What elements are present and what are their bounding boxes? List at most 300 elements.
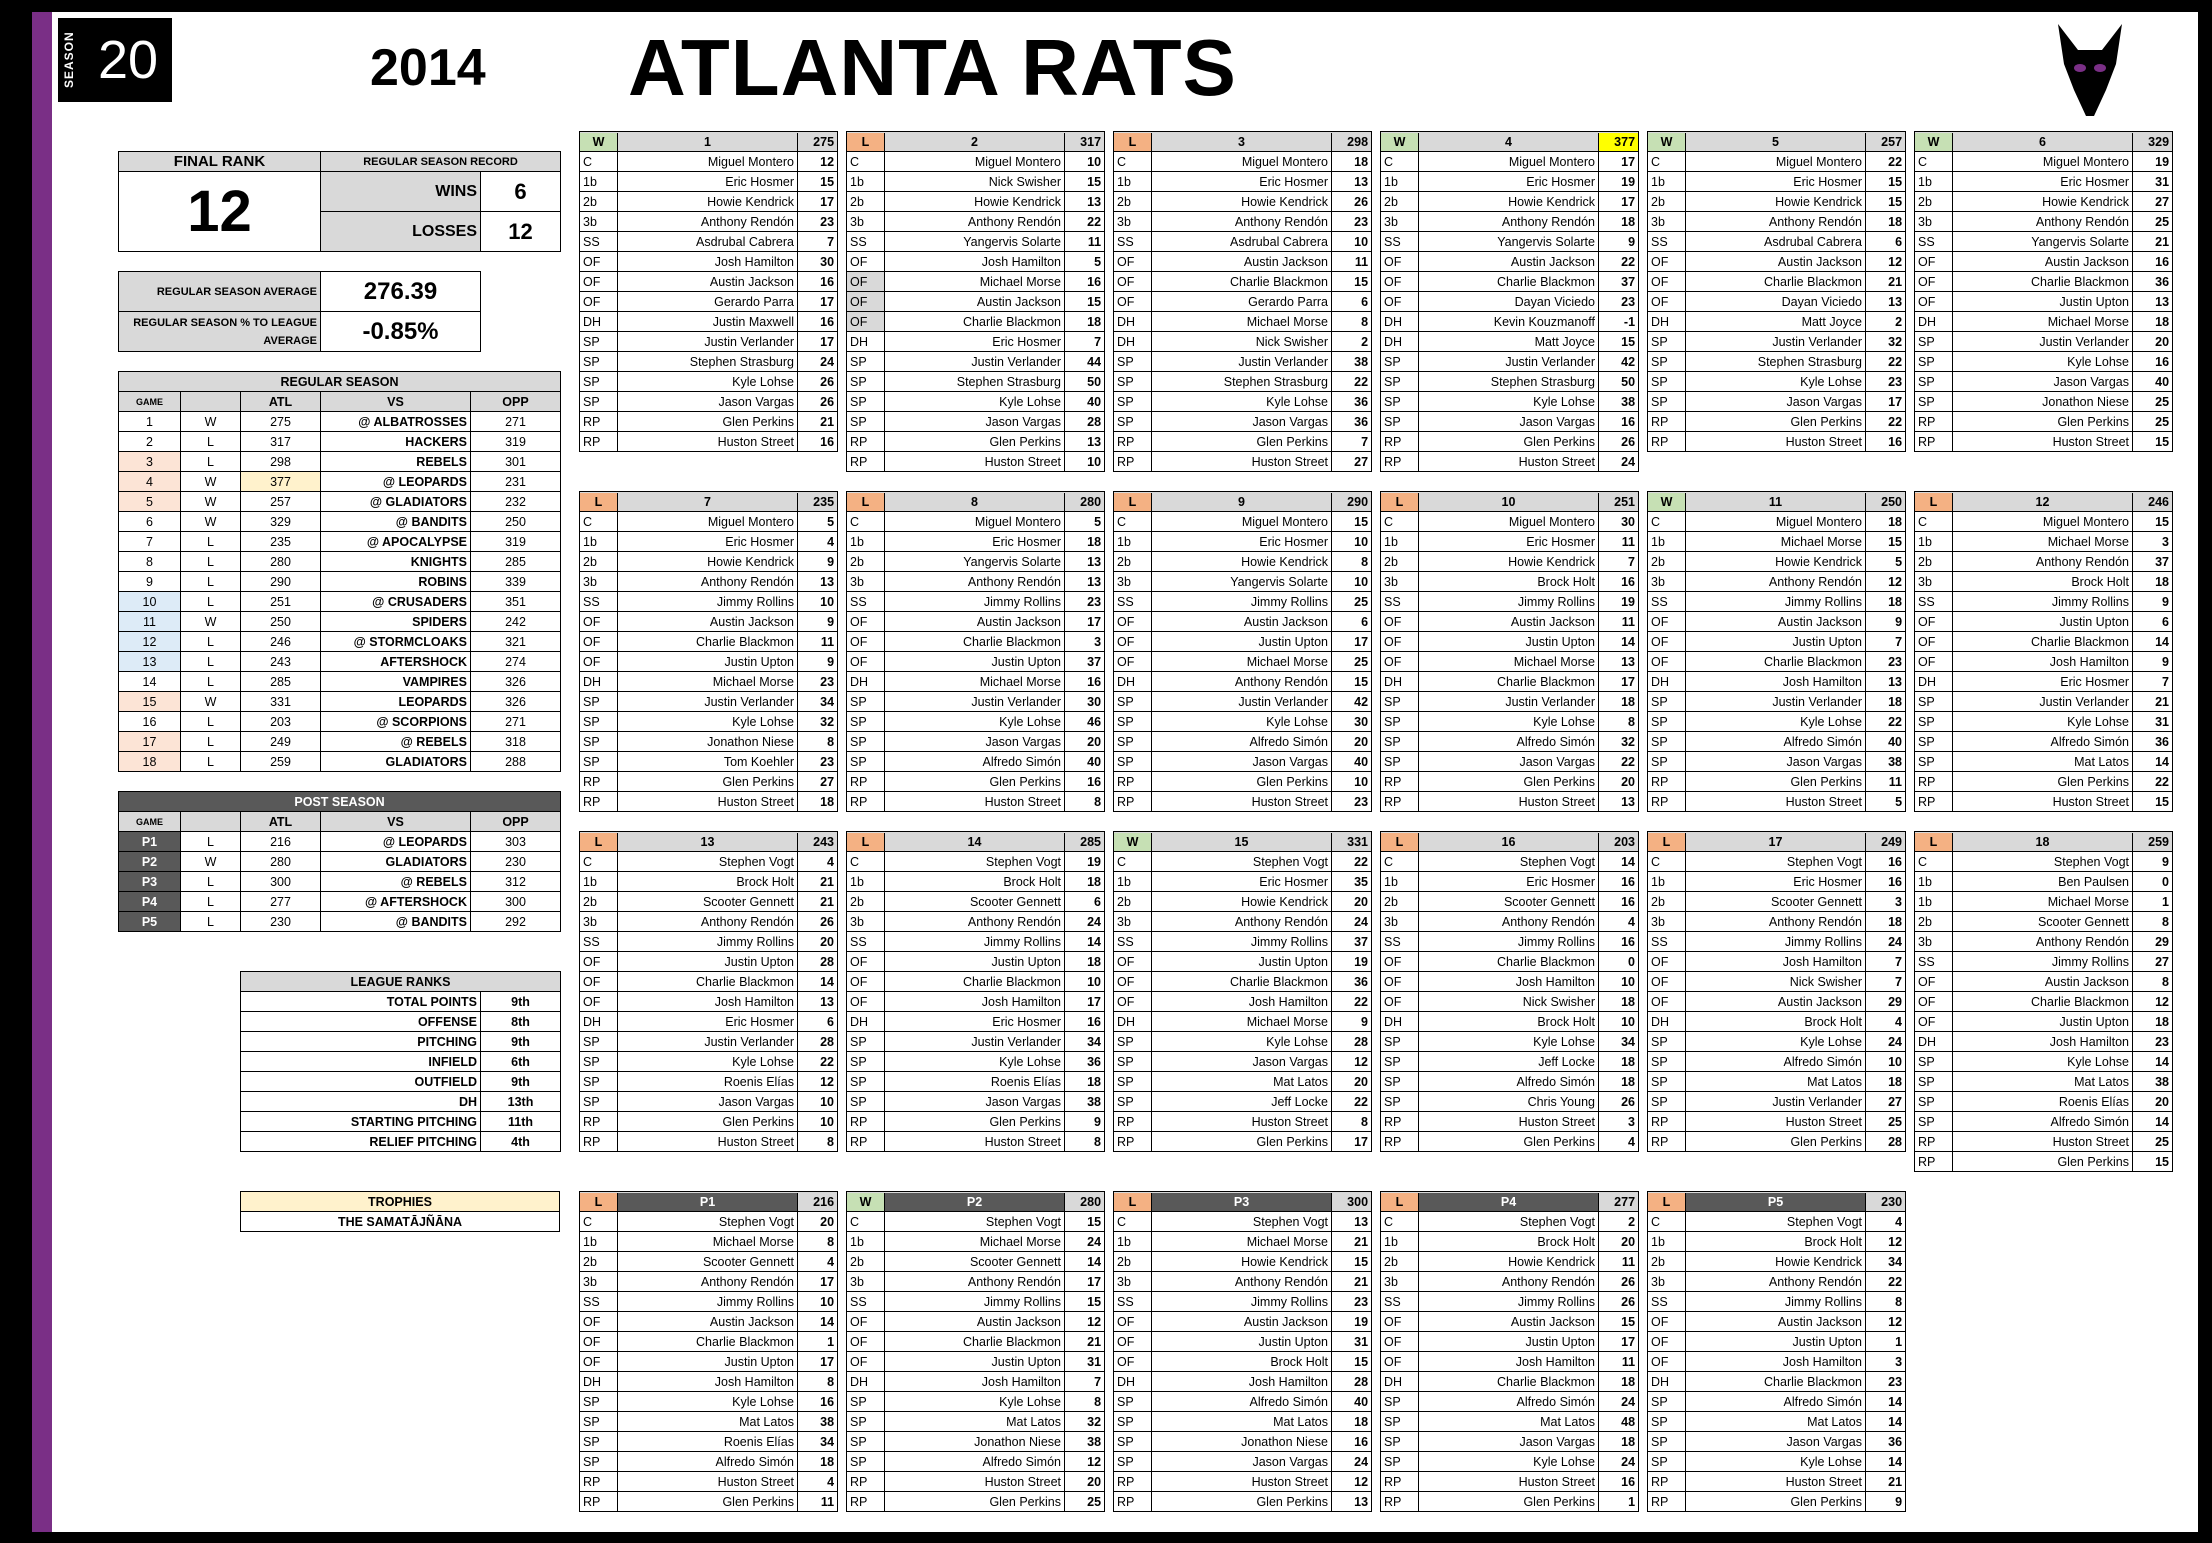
- lineup-row: [847, 1032, 1105, 1052]
- game-result: L: [181, 912, 241, 932]
- player-points: 8: [1065, 792, 1105, 812]
- opponent: @ CRUSADERS: [321, 592, 471, 612]
- game-result-badge: L: [1114, 133, 1152, 151]
- lineup-row: [847, 912, 1105, 932]
- player-name: Justin Upton: [885, 1352, 1065, 1372]
- position: 1b: [1648, 532, 1686, 552]
- player-name: Jason Vargas: [1419, 752, 1599, 772]
- player-name: Austin Jackson: [1686, 252, 1866, 272]
- lineup-row: [1381, 692, 1639, 712]
- lineup-row: [847, 252, 1105, 272]
- player-name: Michael Morse: [885, 672, 1065, 692]
- player-points: 20: [798, 932, 838, 952]
- player-name: Charlie Blackmon: [618, 632, 798, 652]
- lineup-row: [847, 432, 1105, 452]
- position: SP: [1915, 712, 1953, 732]
- position: OF: [1114, 1312, 1152, 1332]
- player-points: 18: [1065, 532, 1105, 552]
- player-name: Huston Street: [1152, 452, 1332, 472]
- game-number: P1: [119, 832, 181, 852]
- lineup-row: [1114, 1132, 1372, 1152]
- player-name: Charlie Blackmon: [885, 972, 1065, 992]
- player-points: 16: [1599, 572, 1639, 592]
- player-points: 8: [1332, 552, 1372, 572]
- player-name: Howie Kendrick: [1686, 192, 1866, 212]
- player-points: 26: [798, 912, 838, 932]
- position: OF: [1648, 652, 1686, 672]
- player-points: 25: [1332, 592, 1372, 612]
- player-points: 1: [1866, 1332, 1906, 1352]
- lineup-row: [580, 1252, 838, 1272]
- player-name: Huston Street: [885, 452, 1065, 472]
- game-result: L: [181, 832, 241, 852]
- position: RP: [847, 432, 885, 452]
- game-score: 246: [2132, 493, 2172, 511]
- game-header: [580, 1192, 838, 1212]
- player-name: Austin Jackson: [618, 272, 798, 292]
- position: SP: [1381, 1392, 1419, 1412]
- player-name: Mat Latos: [1686, 1072, 1866, 1092]
- player-points: 9: [2133, 592, 2173, 612]
- player-points: 10: [798, 1112, 838, 1132]
- season-number: 20: [97, 30, 159, 90]
- player-points: 12: [798, 152, 838, 172]
- player-points: 16: [1599, 412, 1639, 432]
- player-name: Asdrubal Cabrera: [618, 232, 798, 252]
- player-points: 15: [1866, 532, 1906, 552]
- game-number: 12: [119, 632, 181, 652]
- player-name: Jason Vargas: [1419, 1432, 1599, 1452]
- player-name: Josh Hamilton: [1419, 972, 1599, 992]
- player-points: 24: [1599, 452, 1639, 472]
- lineup-row: [1381, 332, 1639, 352]
- lineup-row: [1915, 412, 2173, 432]
- player-points: 26: [1599, 1272, 1639, 1292]
- position: SP: [1648, 1092, 1686, 1112]
- lineup-row: [580, 252, 838, 272]
- lineup-row: [580, 292, 838, 312]
- player-name: Eric Hosmer: [1152, 872, 1332, 892]
- player-name: Justin Upton: [1953, 612, 2133, 632]
- position: 3b: [580, 1272, 618, 1292]
- lineup-row: [1381, 1412, 1639, 1432]
- avg-value: 276.39: [321, 272, 481, 312]
- position: OF: [1114, 1332, 1152, 1352]
- game-label: 8: [885, 493, 1064, 511]
- game-number: 7: [119, 532, 181, 552]
- player-name: Glen Perkins: [1419, 1132, 1599, 1152]
- game-number: 6: [119, 512, 181, 532]
- game-box: [579, 491, 838, 812]
- position: RP: [1114, 432, 1152, 452]
- atl-score: 257: [241, 492, 321, 512]
- game-header: [1648, 1192, 1906, 1212]
- lineup-row: [1381, 1272, 1639, 1292]
- player-name: Alfredo Simón: [1152, 732, 1332, 752]
- player-points: 26: [798, 372, 838, 392]
- lineup-row: [1381, 1052, 1639, 1072]
- lineup-row: [1648, 292, 1906, 312]
- player-points: 16: [798, 1392, 838, 1412]
- position: SP: [1648, 1412, 1686, 1432]
- lineup-row: [1915, 972, 2173, 992]
- lineup-row: [1381, 1352, 1639, 1372]
- player-name: Charlie Blackmon: [1953, 992, 2133, 1012]
- lineup-row: [847, 152, 1105, 172]
- player-points: 8: [2133, 912, 2173, 932]
- player-points: 16: [1866, 872, 1906, 892]
- lineup-row: [1114, 1292, 1372, 1312]
- position: SS: [1381, 1292, 1419, 1312]
- player-points: 18: [1065, 872, 1105, 892]
- position: OF: [1648, 252, 1686, 272]
- lineup-row: [847, 772, 1105, 792]
- player-name: Josh Hamilton: [1419, 1352, 1599, 1372]
- player-name: Charlie Blackmon: [618, 972, 798, 992]
- player-name: Michael Morse: [1419, 652, 1599, 672]
- position: RP: [1381, 432, 1419, 452]
- player-name: Miguel Montero: [1953, 152, 2133, 172]
- player-name: Austin Jackson: [885, 612, 1065, 632]
- lineup-row: [580, 392, 838, 412]
- player-points: 20: [1065, 1472, 1105, 1492]
- player-points: 32: [1866, 332, 1906, 352]
- player-points: 13: [1332, 172, 1372, 192]
- position: SS: [580, 592, 618, 612]
- position: SS: [1114, 592, 1152, 612]
- lineup-row: [1381, 432, 1639, 452]
- player-points: 13: [1065, 192, 1105, 212]
- player-name: Brock Holt: [1953, 572, 2133, 592]
- lineup-row: [847, 1212, 1105, 1232]
- lineup-row: [1648, 352, 1906, 372]
- position: SS: [580, 232, 618, 252]
- player-name: Stephen Strasburg: [1686, 352, 1866, 372]
- game-number: 3: [119, 452, 181, 472]
- position: 3b: [1114, 572, 1152, 592]
- player-points: 10: [1599, 972, 1639, 992]
- player-name: Charlie Blackmon: [1686, 272, 1866, 292]
- player-points: 24: [1332, 912, 1372, 932]
- lineup-row: [1114, 932, 1372, 952]
- rank-value: 13th: [481, 1092, 561, 1112]
- position: DH: [1648, 672, 1686, 692]
- player-points: 15: [798, 172, 838, 192]
- player-name: Huston Street: [1152, 1472, 1332, 1492]
- player-name: Charlie Blackmon: [885, 312, 1065, 332]
- position: 2b: [1915, 192, 1953, 212]
- player-points: 10: [1332, 772, 1372, 792]
- rank-category: INFIELD: [241, 1052, 481, 1072]
- player-points: 13: [798, 992, 838, 1012]
- position: DH: [1381, 672, 1419, 692]
- position: SP: [1114, 1392, 1152, 1412]
- game-box: [1113, 831, 1372, 1152]
- lineup-row: [1648, 752, 1906, 772]
- lineup-row: [1114, 1412, 1372, 1432]
- player-points: 9: [1599, 232, 1639, 252]
- lineup-row: [1381, 452, 1639, 472]
- position: OF: [1648, 972, 1686, 992]
- position: OF: [1114, 272, 1152, 292]
- player-name: Alfredo Simón: [1953, 1112, 2133, 1132]
- player-points: 1: [2133, 892, 2173, 912]
- position: SP: [580, 332, 618, 352]
- player-name: Michael Morse: [1953, 312, 2133, 332]
- lineup-row: [1915, 692, 2173, 712]
- position: SP: [1648, 372, 1686, 392]
- pct-label: REGULAR SEASON % TO LEAGUE AVERAGE: [119, 312, 321, 352]
- position: 2b: [1114, 1252, 1152, 1272]
- player-name: Anthony Rendón: [1152, 1272, 1332, 1292]
- player-points: 44: [1065, 352, 1105, 372]
- lineup-row: [1648, 192, 1906, 212]
- player-name: Howie Kendrick: [1686, 552, 1866, 572]
- player-points: 7: [798, 232, 838, 252]
- player-name: Stephen Vogt: [1686, 852, 1866, 872]
- player-points: 8: [2133, 972, 2173, 992]
- player-name: Jason Vargas: [1152, 412, 1332, 432]
- position: SP: [1648, 1452, 1686, 1472]
- lineup-row: [580, 1432, 838, 1452]
- player-points: 21: [1332, 1232, 1372, 1252]
- lineup-row: [580, 1072, 838, 1092]
- game-number: 8: [119, 552, 181, 572]
- player-points: 32: [798, 712, 838, 732]
- player-name: Mat Latos: [1953, 1072, 2133, 1092]
- player-points: 17: [1065, 612, 1105, 632]
- league-ranks-title: LEAGUE RANKS: [241, 972, 561, 992]
- player-name: Eric Hosmer: [1419, 532, 1599, 552]
- position: OF: [1114, 652, 1152, 672]
- position: C: [580, 512, 618, 532]
- lineup-row: [1915, 1132, 2173, 1152]
- game-score: 249: [1865, 833, 1905, 851]
- lineup-row: [1381, 1012, 1639, 1032]
- player-points: 5: [1065, 252, 1105, 272]
- player-name: Jimmy Rollins: [1152, 932, 1332, 952]
- season-label: SEASON: [62, 31, 76, 89]
- player-points: 20: [2133, 332, 2173, 352]
- game-result: L: [181, 672, 241, 692]
- position: SP: [847, 1032, 885, 1052]
- game-number: 17: [119, 732, 181, 752]
- position: RP: [1648, 412, 1686, 432]
- lineup-row: [1114, 1432, 1372, 1452]
- player-points: 1: [798, 1332, 838, 1352]
- player-name: Anthony Rendón: [1953, 552, 2133, 572]
- position: OF: [1381, 632, 1419, 652]
- player-points: 22: [1065, 212, 1105, 232]
- game-label: 13: [618, 833, 797, 851]
- player-points: 26: [798, 392, 838, 412]
- player-points: 10: [1065, 152, 1105, 172]
- position: SS: [847, 592, 885, 612]
- player-points: 16: [1599, 872, 1639, 892]
- lineup-row: [1114, 332, 1372, 352]
- player-name: Michael Morse: [1152, 652, 1332, 672]
- lineup-row: [847, 212, 1105, 232]
- position: RP: [580, 1132, 618, 1152]
- player-name: Huston Street: [1152, 792, 1332, 812]
- player-name: Jason Vargas: [1953, 372, 2133, 392]
- lineup-row: [580, 1452, 838, 1472]
- player-points: 34: [1599, 1032, 1639, 1052]
- lineup-row: [1114, 912, 1372, 932]
- player-name: Brock Holt: [1686, 1232, 1866, 1252]
- position: RP: [1381, 1112, 1419, 1132]
- player-points: 0: [2133, 872, 2173, 892]
- player-points: 15: [2133, 432, 2173, 452]
- player-points: 21: [2133, 232, 2173, 252]
- player-name: Yangervis Solarte: [1953, 232, 2133, 252]
- game-result: L: [181, 712, 241, 732]
- player-points: 48: [1599, 1412, 1639, 1432]
- game-label: 3: [1152, 133, 1331, 151]
- player-name: Anthony Rendón: [618, 572, 798, 592]
- league-rank-row: [241, 1012, 561, 1032]
- player-name: Alfredo Simón: [1953, 732, 2133, 752]
- regular-season-row: [119, 712, 561, 732]
- player-name: Charlie Blackmon: [1152, 272, 1332, 292]
- lineup-row: [1114, 1332, 1372, 1352]
- player-points: 7: [1866, 632, 1906, 652]
- lineup-row: [580, 272, 838, 292]
- game-label: P5: [1686, 1193, 1865, 1211]
- lineup-row: [1381, 532, 1639, 552]
- lineup-row: [847, 512, 1105, 532]
- player-name: Jimmy Rollins: [1953, 592, 2133, 612]
- league-rank-row: [241, 1072, 561, 1092]
- player-name: Josh Hamilton: [618, 992, 798, 1012]
- lineup-row: [847, 1112, 1105, 1132]
- player-name: Dayan Viciedo: [1419, 292, 1599, 312]
- position: RP: [1114, 1132, 1152, 1152]
- trophy-name: THE SAMATĀJÑĀNA: [241, 1212, 560, 1232]
- position: SP: [580, 372, 618, 392]
- position: SP: [580, 732, 618, 752]
- player-name: Mat Latos: [1953, 752, 2133, 772]
- lineup-row: [1915, 752, 2173, 772]
- position: SS: [1915, 592, 1953, 612]
- lineup-row: [1381, 632, 1639, 652]
- player-name: Kevin Kouzmanoff: [1419, 312, 1599, 332]
- col-opp: OPP: [471, 812, 561, 832]
- position: OF: [1114, 292, 1152, 312]
- position: RP: [1114, 452, 1152, 472]
- col-atl: ATL: [241, 392, 321, 412]
- game-header: [1114, 492, 1372, 512]
- player-points: 37: [2133, 552, 2173, 572]
- position: SP: [847, 352, 885, 372]
- player-points: 16: [2133, 252, 2173, 272]
- player-points: 15: [1065, 292, 1105, 312]
- player-points: 25: [2133, 1132, 2173, 1152]
- player-points: 3: [1866, 892, 1906, 912]
- game-result: W: [181, 472, 241, 492]
- position: SP: [580, 712, 618, 732]
- position: OF: [580, 632, 618, 652]
- player-points: 16: [798, 432, 838, 452]
- player-name: Austin Jackson: [1419, 252, 1599, 272]
- opponent: VAMPIRES: [321, 672, 471, 692]
- game-number: 16: [119, 712, 181, 732]
- player-points: 22: [1866, 412, 1906, 432]
- lineup-row: [580, 352, 838, 372]
- position: OF: [1648, 1312, 1686, 1332]
- player-points: 8: [1332, 312, 1372, 332]
- position: SP: [847, 1072, 885, 1092]
- player-name: Matt Joyce: [1686, 312, 1866, 332]
- position: SP: [1381, 732, 1419, 752]
- position: OF: [1648, 292, 1686, 312]
- rank-value: 6th: [481, 1052, 561, 1072]
- regular-season-row: [119, 512, 561, 532]
- game-score: 235: [797, 493, 837, 511]
- game-label: P4: [1419, 1193, 1598, 1211]
- game-label: 10: [1419, 493, 1598, 511]
- lineup-row: [1648, 712, 1906, 732]
- player-name: Eric Hosmer: [618, 532, 798, 552]
- position: OF: [1915, 972, 1953, 992]
- position: C: [580, 852, 618, 872]
- opp-score: 288: [471, 752, 561, 772]
- player-points: 12: [1866, 252, 1906, 272]
- atl-score: 377: [241, 472, 321, 492]
- lineup-row: [1648, 732, 1906, 752]
- player-name: Glen Perkins: [1152, 1492, 1332, 1512]
- player-points: 14: [798, 972, 838, 992]
- lineup-row: [1114, 712, 1372, 732]
- position: 2b: [1915, 912, 1953, 932]
- player-name: Jason Vargas: [885, 1092, 1065, 1112]
- player-points: 2: [1332, 332, 1372, 352]
- lineup-row: [847, 692, 1105, 712]
- game-number: 9: [119, 572, 181, 592]
- position: RP: [1915, 1132, 1953, 1152]
- player-name: Kyle Lohse: [618, 1392, 798, 1412]
- player-points: 23: [1866, 372, 1906, 392]
- player-name: Eric Hosmer: [1152, 172, 1332, 192]
- lineup-row: [1114, 512, 1372, 532]
- lineup-row: [1381, 252, 1639, 272]
- opp-score: 232: [471, 492, 561, 512]
- lineup-row: [1381, 352, 1639, 372]
- lineup-row: [580, 792, 838, 812]
- player-points: 12: [1065, 1452, 1105, 1472]
- position: SP: [1648, 332, 1686, 352]
- player-name: Jonathon Niese: [1953, 392, 2133, 412]
- lineup-row: [580, 532, 838, 552]
- player-points: 34: [798, 1432, 838, 1452]
- lineup-row: [1114, 752, 1372, 772]
- player-name: Jimmy Rollins: [1419, 1292, 1599, 1312]
- position: 2b: [580, 892, 618, 912]
- player-name: Alfredo Simón: [1419, 1072, 1599, 1092]
- player-name: Justin Verlander: [618, 1032, 798, 1052]
- opponent: @ ALBATROSSES: [321, 412, 471, 432]
- game-box: [1914, 131, 2173, 452]
- player-points: 4: [798, 1472, 838, 1492]
- player-name: Glen Perkins: [1953, 1152, 2133, 1172]
- player-name: Austin Jackson: [1686, 612, 1866, 632]
- post-season-row: [119, 892, 561, 912]
- player-points: 12: [798, 1072, 838, 1092]
- player-name: Yangervis Solarte: [1152, 572, 1332, 592]
- post-season-row: [119, 832, 561, 852]
- lineup-row: [1648, 772, 1906, 792]
- player-points: 50: [1065, 372, 1105, 392]
